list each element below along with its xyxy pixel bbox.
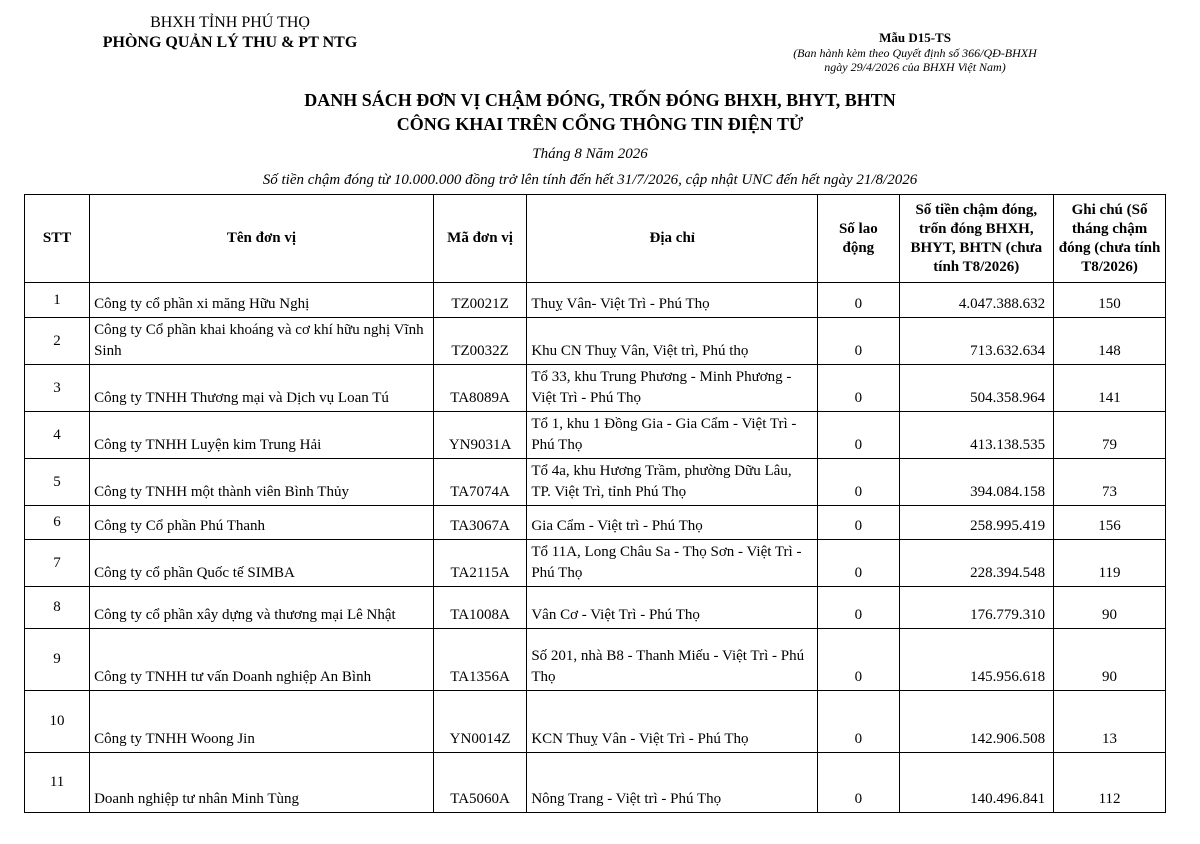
cell-workers: 0: [818, 629, 899, 691]
cell-months: 119: [1054, 540, 1166, 587]
agency-header: [70, 14, 390, 52]
cell-code: TA1356A: [433, 629, 527, 691]
cell-amount: 394.084.158: [899, 459, 1054, 506]
document-title-line1: DANH SÁCH ĐƠN VỊ CHẬM ĐÓNG, TRỐN ĐÓNG BHXH, BHYT, BHTN: [304, 90, 896, 110]
table-row: [25, 318, 1166, 365]
cell-code: TZ0021Z: [433, 283, 527, 318]
cell-name: Công ty TNHH một thành viên Bình Thủy: [90, 459, 434, 506]
cell-amount: 176.779.310: [899, 587, 1054, 629]
col-name-header: Tên đơn vị: [90, 195, 434, 283]
cell-name: Công ty TNHH Thương mại và Dịch vụ Loan Tú: [90, 365, 434, 412]
report-note: Số tiền chậm đóng từ 10.000.000 đồng trở lên tính đến hết 31/7/2026, cập nhật UNC đến hết ngày 21/8/2026: [262, 172, 918, 188]
table-row: [25, 365, 1166, 412]
table-row: [25, 412, 1166, 459]
table-row: [25, 506, 1166, 540]
table-header-row: [25, 195, 1166, 283]
cell-stt: 7: [25, 540, 90, 587]
table-row: [25, 587, 1166, 629]
col-months-header: Ghi chú (Số tháng chậm đóng (chưa tính T8/2026): [1054, 195, 1166, 283]
cell-address: Khu CN Thuỵ Vân, Việt trì, Phú thọ: [527, 318, 818, 365]
cell-code: TA2115A: [433, 540, 527, 587]
cell-months: 73: [1054, 459, 1166, 506]
cell-name: Công ty Cổ phần Phú Thanh: [90, 506, 434, 540]
cell-amount: 142.906.508: [899, 691, 1054, 753]
cell-name: Công ty cổ phần xây dựng và thương mại Lê Nhật: [90, 587, 434, 629]
cell-amount: 4.047.388.632: [899, 283, 1054, 318]
cell-amount: 228.394.548: [899, 540, 1054, 587]
cell-workers: 0: [818, 540, 899, 587]
cell-stt: 4: [25, 412, 90, 459]
cell-months: 90: [1054, 629, 1166, 691]
col-code-header: Mã đơn vị: [433, 195, 527, 283]
table-row: [25, 459, 1166, 506]
cell-stt: 6: [25, 506, 90, 540]
cell-months: 148: [1054, 318, 1166, 365]
cell-address: Tổ 33, khu Trung Phương - Minh Phương - Việt Trì - Phú Thọ: [527, 365, 818, 412]
cell-address: Nông Trang - Việt trì - Phú Thọ: [527, 753, 818, 813]
cell-name: Công ty TNHH tư vấn Doanh nghiệp An Bình: [90, 629, 434, 691]
cell-address: Số 201, nhà B8 - Thanh Miếu - Việt Trì - Phú Thọ: [527, 629, 818, 691]
cell-amount: 145.956.618: [899, 629, 1054, 691]
debtor-table: [24, 194, 1166, 813]
cell-amount: 140.496.841: [899, 753, 1054, 813]
department-name: PHÒNG QUẢN LÝ THU & PT NTG: [102, 34, 358, 51]
cell-code: TZ0032Z: [433, 318, 527, 365]
table-row: [25, 629, 1166, 691]
form-code: Mẫu D15-TS: [879, 30, 951, 45]
cell-name: Công ty TNHH Luyện kim Trung Hải: [90, 412, 434, 459]
cell-address: Vân Cơ - Việt Trì - Phú Thọ: [527, 587, 818, 629]
cell-address: Thuỵ Vân- Việt Trì - Phú Thọ: [527, 283, 818, 318]
col-amount-header: Số tiền chậm đóng, trốn đóng BHXH, BHYT, BHTN (chưa tính T8/2026): [899, 195, 1054, 283]
cell-name: Công ty Cổ phần khai khoáng và cơ khí hữu nghị Vĩnh Sinh: [90, 318, 434, 365]
cell-months: 156: [1054, 506, 1166, 540]
cell-address: Gia Cẩm - Việt trì - Phú Thọ: [527, 506, 818, 540]
agency-name: BHXH TỈNH PHÚ THỌ: [150, 14, 310, 31]
cell-months: 150: [1054, 283, 1166, 318]
cell-months: 90: [1054, 587, 1166, 629]
cell-workers: 0: [818, 365, 899, 412]
cell-workers: 0: [818, 412, 899, 459]
cell-workers: 0: [818, 283, 899, 318]
cell-code: TA7074A: [433, 459, 527, 506]
cell-stt: 8: [25, 587, 90, 629]
cell-stt: 9: [25, 629, 90, 691]
cell-address: Tổ 11A, Long Châu Sa - Thọ Sơn - Việt Trì - Phú Thọ: [527, 540, 818, 587]
table-row: [25, 753, 1166, 813]
cell-address: Tổ 1, khu 1 Đồng Gia - Gia Cẩm - Việt Trì - Phú Thọ: [527, 412, 818, 459]
cell-workers: 0: [818, 459, 899, 506]
cell-stt: 2: [25, 318, 90, 365]
cell-workers: 0: [818, 506, 899, 540]
cell-amount: 713.632.634: [899, 318, 1054, 365]
cell-stt: 5: [25, 459, 90, 506]
cell-amount: 413.138.535: [899, 412, 1054, 459]
cell-months: 141: [1054, 365, 1166, 412]
report-month: Tháng 8 Năm 2026: [532, 146, 648, 162]
cell-address: KCN Thuỵ Vân - Việt Trì - Phú Thọ: [527, 691, 818, 753]
form-header: [770, 30, 1060, 74]
cell-code: YN9031A: [433, 412, 527, 459]
cell-code: TA8089A: [433, 365, 527, 412]
cell-code: YN0014Z: [433, 691, 527, 753]
cell-stt: 1: [25, 283, 90, 318]
cell-workers: 0: [818, 691, 899, 753]
table-row: [25, 540, 1166, 587]
col-workers-header: Số lao động: [818, 195, 899, 283]
form-note-line2: ngày 29/4/2026 của BHXH Việt Nam): [824, 60, 1006, 74]
cell-stt: 10: [25, 691, 90, 753]
cell-code: TA5060A: [433, 753, 527, 813]
cell-name: Công ty TNHH Woong Jin: [90, 691, 434, 753]
form-note-line1: (Ban hành kèm theo Quyết định số 366/QĐ-BHXH: [793, 46, 1037, 60]
cell-address: Tổ 4a, khu Hương Trầm, phường Dữu Lâu, TP. Việt Trì, tỉnh Phú Thọ: [527, 459, 818, 506]
col-stt-header: STT: [25, 195, 90, 283]
document-title-line2: CÔNG KHAI TRÊN CỔNG THÔNG TIN ĐIỆN TỬ: [396, 114, 804, 134]
cell-amount: 258.995.419: [899, 506, 1054, 540]
cell-workers: 0: [818, 753, 899, 813]
cell-stt: 11: [25, 753, 90, 813]
cell-months: 79: [1054, 412, 1166, 459]
cell-name: Công ty cổ phần Quốc tế SIMBA: [90, 540, 434, 587]
cell-name: Doanh nghiệp tư nhân Minh Tùng: [90, 753, 434, 813]
cell-code: TA3067A: [433, 506, 527, 540]
cell-code: TA1008A: [433, 587, 527, 629]
cell-stt: 3: [25, 365, 90, 412]
col-address-header: Địa chỉ: [527, 195, 818, 283]
cell-amount: 504.358.964: [899, 365, 1054, 412]
cell-workers: 0: [818, 318, 899, 365]
table-row: [25, 283, 1166, 318]
table-row: [25, 691, 1166, 753]
cell-name: Công ty cổ phần xi măng Hữu Nghị: [90, 283, 434, 318]
cell-workers: 0: [818, 587, 899, 629]
cell-months: 13: [1054, 691, 1166, 753]
cell-months: 112: [1054, 753, 1166, 813]
